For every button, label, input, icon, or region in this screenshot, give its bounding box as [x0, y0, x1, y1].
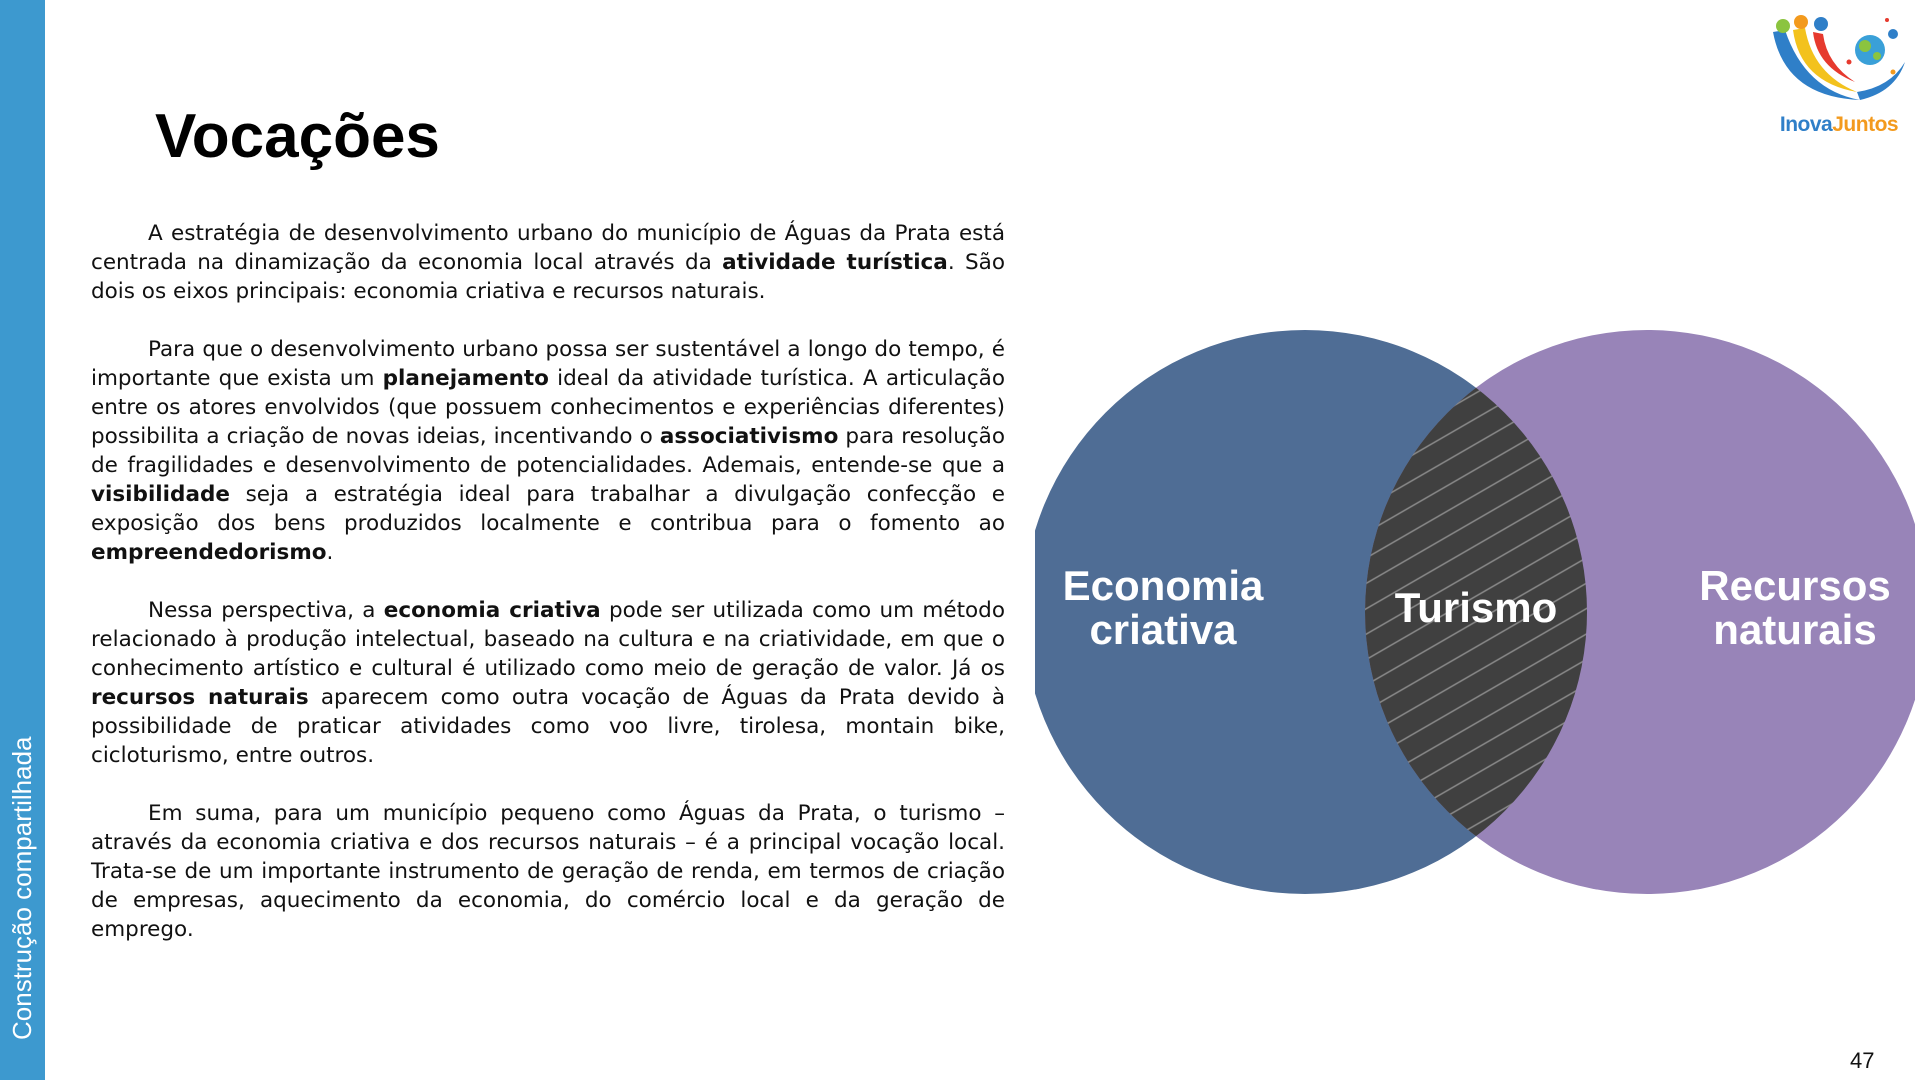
venn-left-label: Economia	[1062, 562, 1264, 609]
text-run: aparecem como outra vocação de Águas da Prata devido à possibilidade de praticar atividades como voo livre, tirolesa, montain bike, cicloturismo, entre outros.	[91, 685, 1005, 768]
page-number: 47	[1850, 1048, 1875, 1073]
body-paragraph	[91, 799, 1005, 944]
body-text	[91, 219, 1005, 973]
text-run: seja a estratégia ideal para trabalhar a divulgação confecção e exposição dos bens produzidos localmente e contribua para o fomento ao	[91, 482, 1005, 536]
bold-term: economia criativa	[383, 598, 601, 623]
text-run: ideal da atividade turística. A articulação entre os atores envolvidos (que possuem conhecimentos e experiências diferentes) possibilita a criação de novas ideias, incentivando o	[91, 366, 1005, 449]
bold-term: planejamento	[382, 366, 549, 391]
text-run: para resolução de fragilidades e desenvolvimento de potencialidades. Ademais, entende-se que a	[91, 424, 1005, 478]
sidebar-label: Construção compartilhada	[7, 736, 37, 1040]
body-paragraph	[91, 219, 1005, 306]
bold-term: empreendedorismo	[91, 540, 327, 565]
venn-intersection-label: Turismo	[1394, 584, 1558, 631]
body-paragraph	[91, 335, 1005, 567]
text-run: Para que o desenvolvimento urbano possa ser sustentável a longo do tempo, é importante que exista um	[91, 337, 1005, 391]
text-run: pode ser utilizada como um método relacionado à produção intelectual, baseado na cultura e na criatividade, em que o conhecimento artístico e cultural é utilizado como meio de geração de valor. Já os	[91, 598, 1005, 681]
body-paragraph	[91, 596, 1005, 770]
text-run: Em suma, para um município pequeno como Águas da Prata, o turismo – através da economia criativa e dos recursos naturais – é a principal vocação local. Trata-se de um importante instrumento de geração de renda, em termos de criação de empresas, aquecimento da economia, do comércio local e da geração de emprego.	[91, 801, 1005, 942]
venn-right-label: Recursos	[1699, 562, 1891, 609]
venn-left-label-line2: criativa	[1089, 606, 1237, 653]
bold-term: visibilidade	[91, 482, 230, 507]
inova-juntos-logo	[1765, 12, 1913, 137]
logo-swoosh-icon	[1765, 12, 1913, 112]
bold-term: atividade turística	[722, 250, 948, 275]
page-title: Vocações	[155, 102, 440, 171]
bold-term: recursos naturais	[91, 685, 309, 710]
logo-wordmark: InovaJuntos	[1779, 113, 1899, 136]
text-run: Nessa perspectiva, a	[148, 598, 384, 623]
venn-diagram	[1035, 330, 1915, 895]
text-run: . São dois os eixos principais: economia criativa e recursos naturais.	[91, 250, 1005, 304]
text-run: A estratégia de desenvolvimento urbano do município de Águas da Prata está centrada na dinamização da economia local através da	[91, 221, 1005, 275]
venn-right-label-line2: naturais	[1713, 606, 1877, 653]
text-run: .	[326, 540, 334, 565]
sidebar-band	[0, 0, 45, 1080]
bold-term: associativismo	[659, 424, 839, 449]
